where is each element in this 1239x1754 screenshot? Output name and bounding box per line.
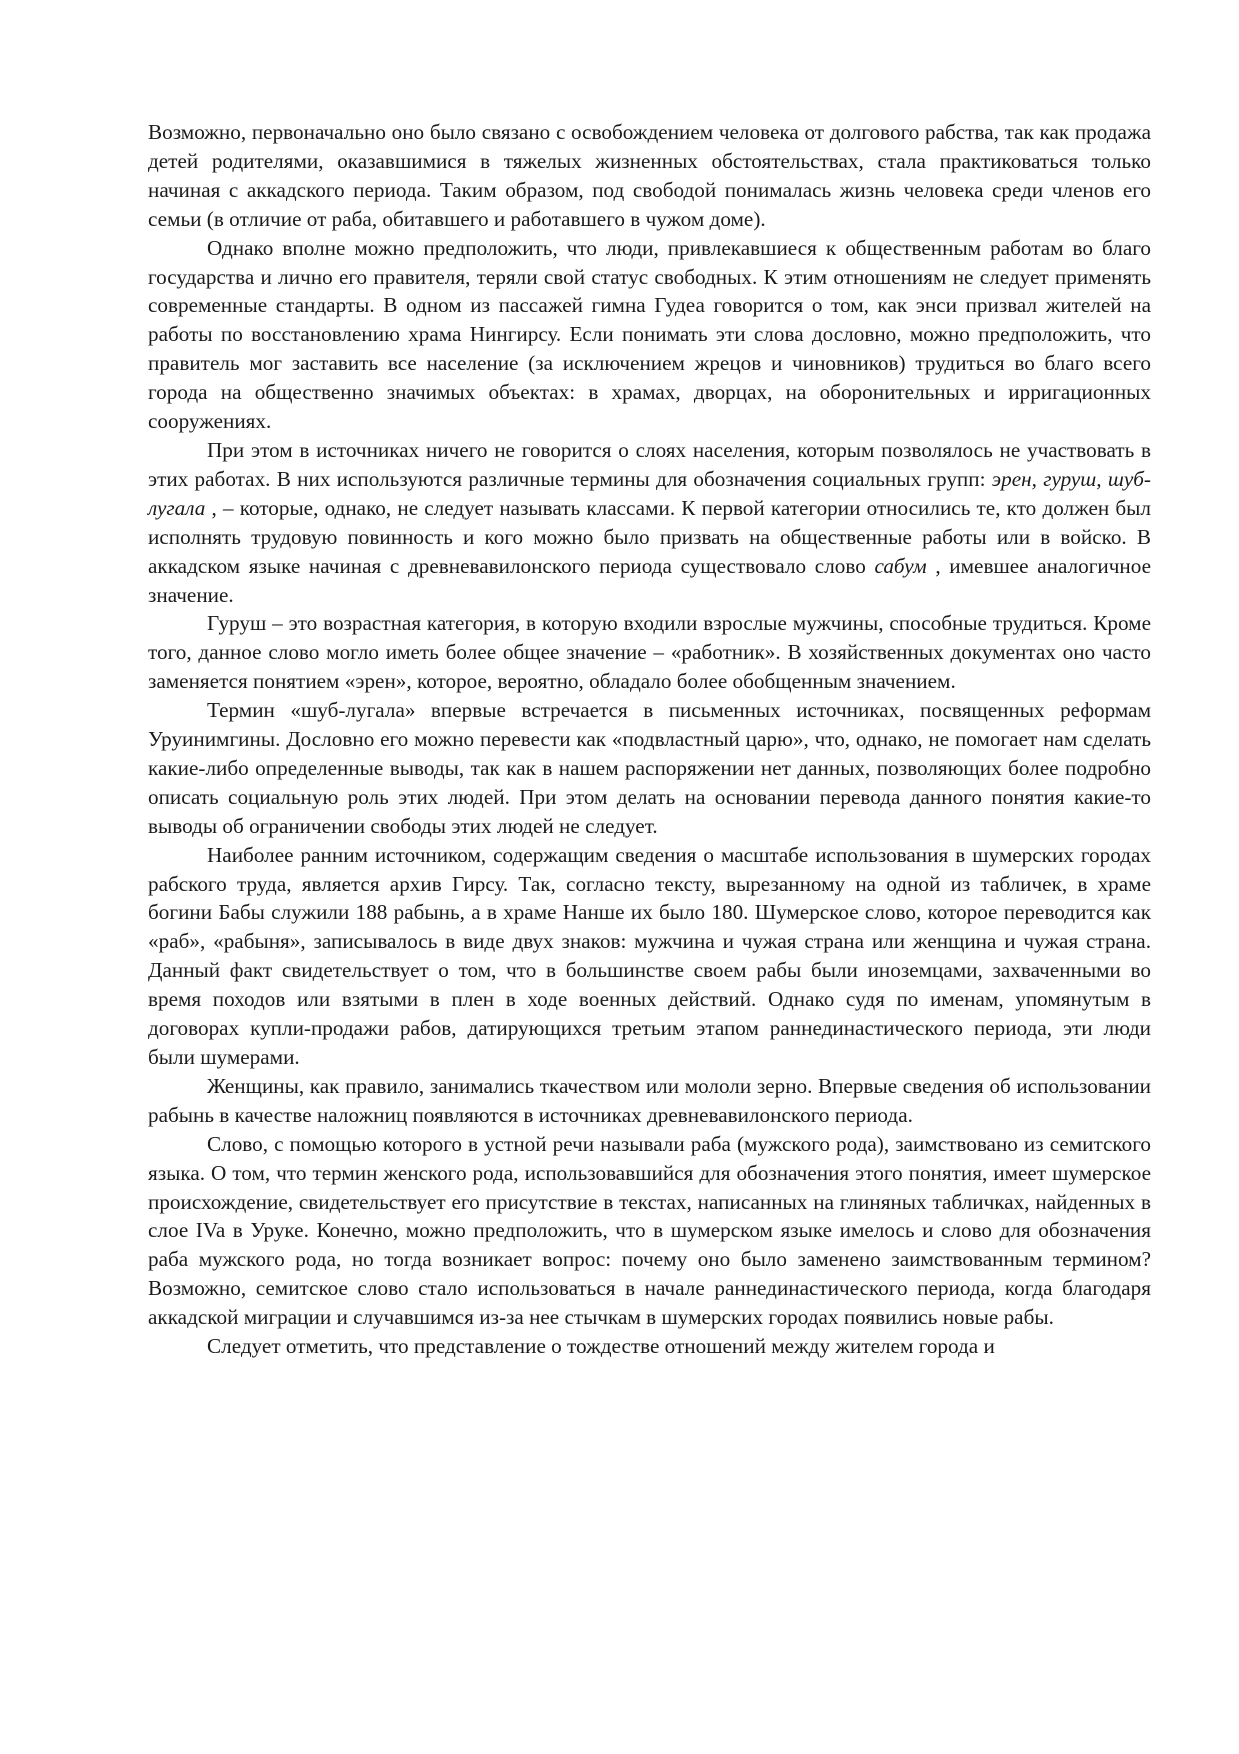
paragraph-2	[148, 234, 1151, 436]
paragraph-text: Термин «шуб-лугала» впервые встречается в письменных источниках, посвященных реформам Уруинимгины. Дословно его можно перевести как «подвластный царю», что, однако, не помогает нам сделать какие-либо определенные выводы, так как в нашем распоряжении нет данных, позволяющих более подробно описать социальную роль этих людей. При этом делать на основании перевода данного понятия какие-то выводы об ограничении свободы этих людей не следует.	[148, 698, 1151, 838]
paragraph-1	[148, 118, 1151, 234]
paragraph-text: , имевшее аналогичное значение.	[148, 553, 1152, 607]
paragraph-text: Следует отметить, что представление о тождестве отношений между жителем города и	[207, 1334, 995, 1359]
paragraph-9	[148, 1332, 1151, 1361]
paragraph-6	[148, 841, 1151, 1072]
paragraph-4	[148, 609, 1151, 696]
paragraph-text: Гуруш – это возрастная категория, в которую входили взрослые мужчины, способные трудиться. Кроме того, данное слово могло иметь более общее значение – «работник». В хозяйственных документах оно часто заменяется понятием «эрен», которое, вероятно, обладало более обобщенным значением.	[148, 611, 1151, 694]
paragraph-3	[148, 436, 1151, 609]
paragraph-text: , – которые, однако, не следует называть классами. К первой категории относились те, кто должен был исполнять трудовую повинность и кого можно было призвать на общественные работы или в войско. В аккадском языке начиная с древневавилонского периода существовало слово	[148, 495, 1151, 578]
paragraph-text: Возможно, первоначально оно было связано с освобождением человека от долгового рабства, так как продажа детей родителями, оказавшимися в тяжелых жизненных обстоятельствах, стала практиковаться только начиная с аккадского периода. Таким образом, под свободой понималась жизнь человека среди членов его семьи (в отличие от раба, обитавшего и работавшего в чужом доме).	[148, 120, 1151, 231]
paragraph-text: Однако вполне можно предположить, что люди, привлекавшиеся к общественным работам во благо государства и лично его правителя, теряли свой статус свободных. К этим отношениям не следует применять современные стандарты. В одном из пассажей гимна Гудеа говорится о том, как энси призвал жителей на работы по восстановлению храма Нингирсу. Если понимать эти слова дословно, можно предположить, что правитель мог заставить все население (за исключением жрецов и чиновников) трудиться во благо всего города на общественно значимых объектах: в храмах, дворцах, на оборонительных и ирригационных сооружениях.	[148, 235, 1151, 434]
paragraph-7	[148, 1072, 1151, 1130]
paragraph-text: Наиболее ранним источником, содержащим сведения о масштабе использования в шумерских городах рабского труда, является архив Гирсу. Так, согласно тексту, вырезанному на одной из табличек, в храме богини Бабы служили 188 рабынь, а в храме Нанше их было 180. Шумерское слово, которое переводится как «раб», «рабыня», записывалось в виде двух знаков: мужчина и чужая страна или женщина и чужая страна. Данный факт свидетельствует о том, что в большинстве своем рабы были иноземцами, захваченными во время походов или взятыми в плен в ходе военных действий. Однако судя по именам, упомянутым в договорах купли-продажи рабов, датирующихся третьим этапом раннединастического периода, эти люди были шумерами.	[148, 842, 1151, 1069]
italic-term-sabum: сабум	[874, 553, 927, 578]
paragraph-5	[148, 696, 1151, 841]
paragraph-text: При этом в источниках ничего не говорится о слоях населения, которым позволялось не участвовать в этих работах. В них используются различные термины для обозначения социальных групп:	[148, 437, 1151, 491]
paragraph-8	[148, 1130, 1151, 1332]
italic-term-list: эрен, гуруш, шуб-лугала	[148, 466, 1151, 520]
document-page	[148, 118, 1151, 1361]
paragraph-text: Слово, с помощью которого в устной речи называли раба (мужского рода), заимствовано из семитского языка. О том, что термин женского рода, использовавшийся для обозначения этого понятия, имеет шумерское происхождение, свидетельствует его присутствие в текстах, написанных на глиняных табличках, найденных в слое IVa в Уруке. Конечно, можно предположить, что в шумерском языке имелось и слово для обозначения раба мужского рода, но тогда возникает вопрос: почему оно было заменено заимствованным термином? Возможно, семитское слово стало использоваться в начале раннединастического периода, когда благодаря аккадской миграции и случавшимся из-за нее стычкам в шумерских городах появились новые рабы.	[148, 1131, 1151, 1330]
paragraph-text: Женщины, как правило, занимались ткачеством или мололи зерно. Впервые сведения об использовании рабынь в качестве наложниц появляются в источниках древневавилонского периода.	[148, 1073, 1151, 1127]
